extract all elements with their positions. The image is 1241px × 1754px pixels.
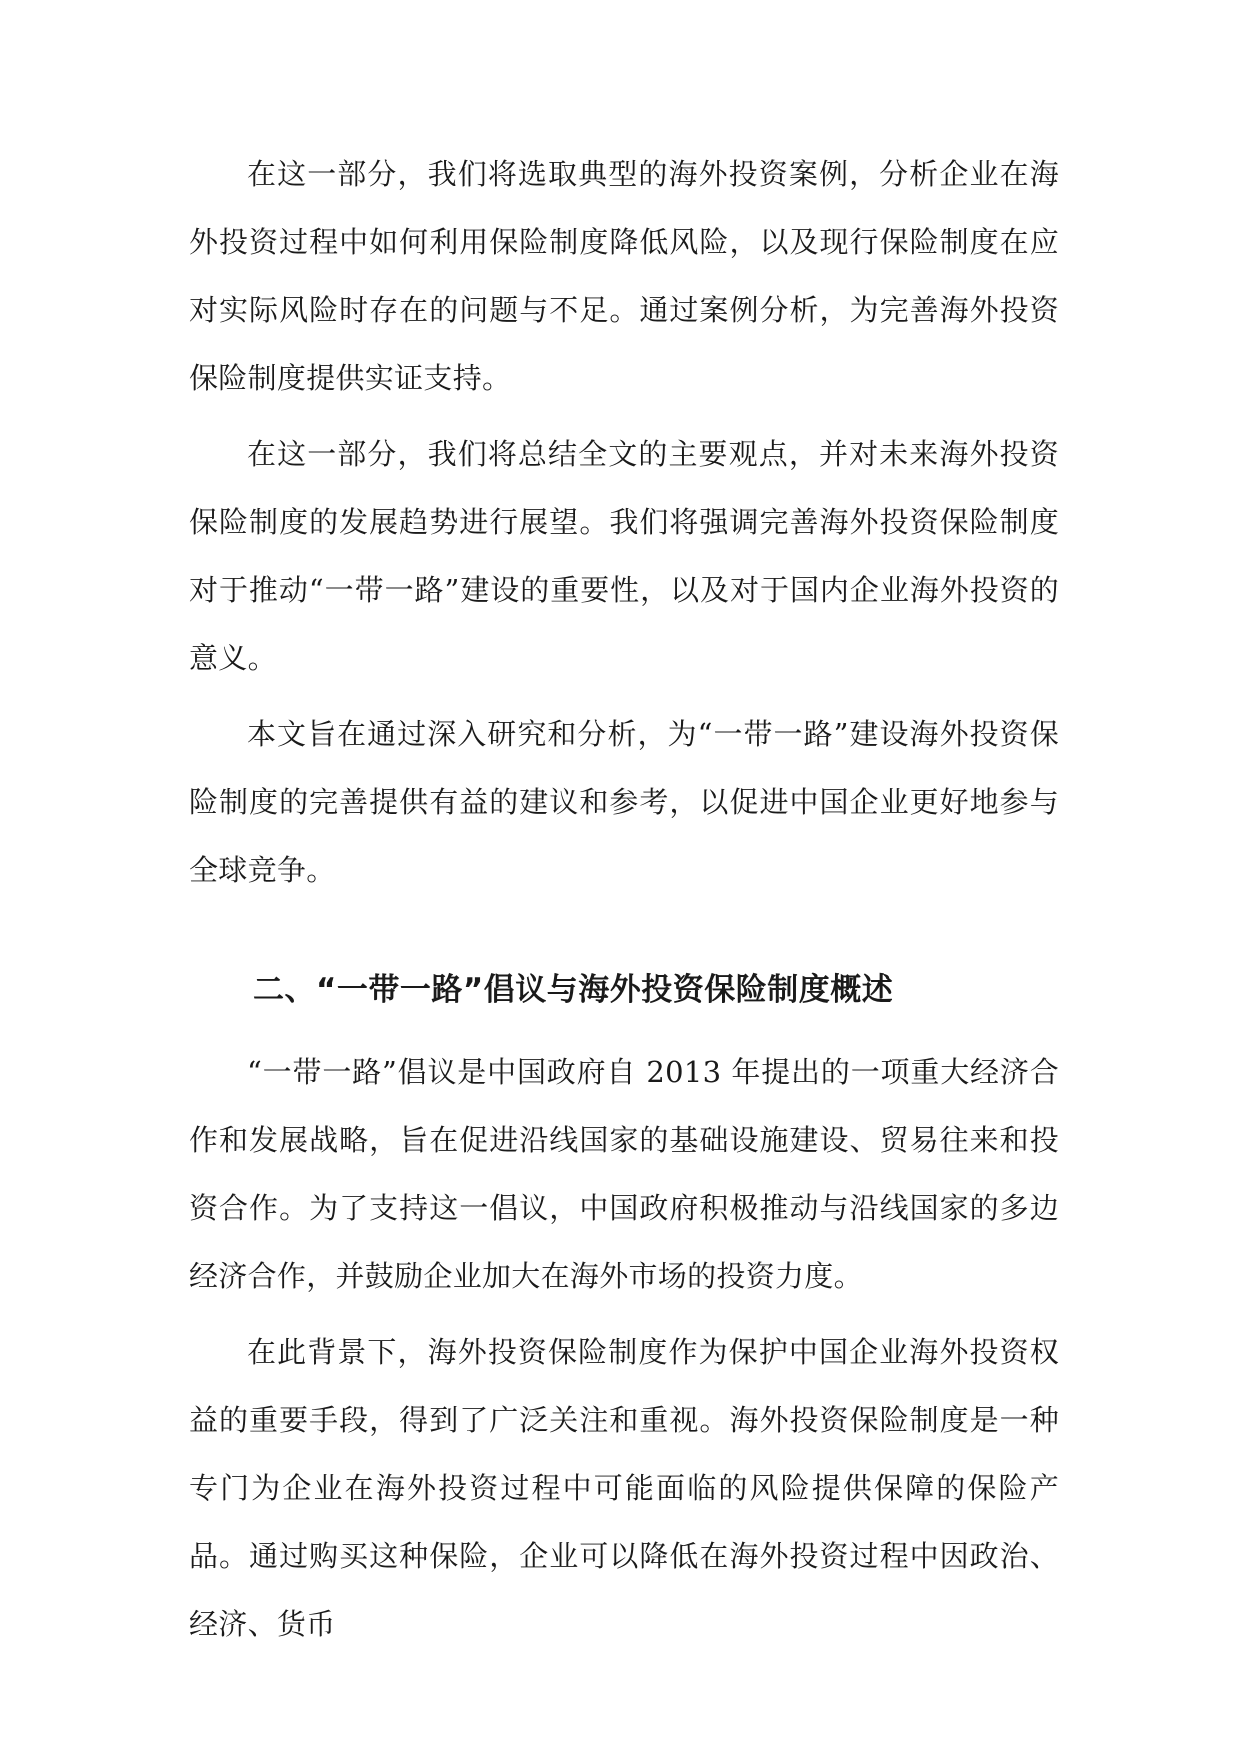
section-heading: 二、“一带一路”倡议与海外投资保险制度概述 [253, 972, 894, 1008]
paragraph-belt-road-intro: “一带一路”倡议是中国政府自 2013 年提出的一项重大经济合作和发展战略，旨在促进沿线国家的基础设施建设、贸易往来和投资合作。为了支持这一倡议，中国政府积极推动与沿线国家的多边经济合作，并鼓励企业加大在海外市场的投资力度。 [189, 1055, 1059, 1293]
paragraph-purpose: 本文旨在通过深入研究和分析，为“一带一路”建设海外投资保险制度的完善提供有益的建议和参考，以促进中国企业更好地参与全球竞争。 [189, 717, 1059, 887]
paragraph-case-analysis: 在这一部分，我们将选取典型的海外投资案例，分析企业在海外投资过程中如何利用保险制度降低风险，以及现行保险制度在应对实际风险时存在的问题与不足。通过案例分析，为完善海外投资保险制度提供实证支持。 [189, 157, 1059, 395]
paragraph-conclusion: 在这一部分，我们将总结全文的主要观点，并对未来海外投资保险制度的发展趋势进行展望。我们将强调完善海外投资保险制度对于推动“一带一路”建设的重要性，以及对于国内企业海外投资的意义。 [189, 437, 1059, 675]
document-page [189, 140, 1059, 1658]
paragraph-insurance-background: 在此背景下，海外投资保险制度作为保护中国企业海外投资权益的重要手段，得到了广泛关注和重视。海外投资保险制度是一种专门为企业在海外投资过程中可能面临的风险提供保障的保险产品。通过购买这种保险，企业可以降低在海外投资过程中因政治、经济、货币 [189, 1335, 1059, 1641]
